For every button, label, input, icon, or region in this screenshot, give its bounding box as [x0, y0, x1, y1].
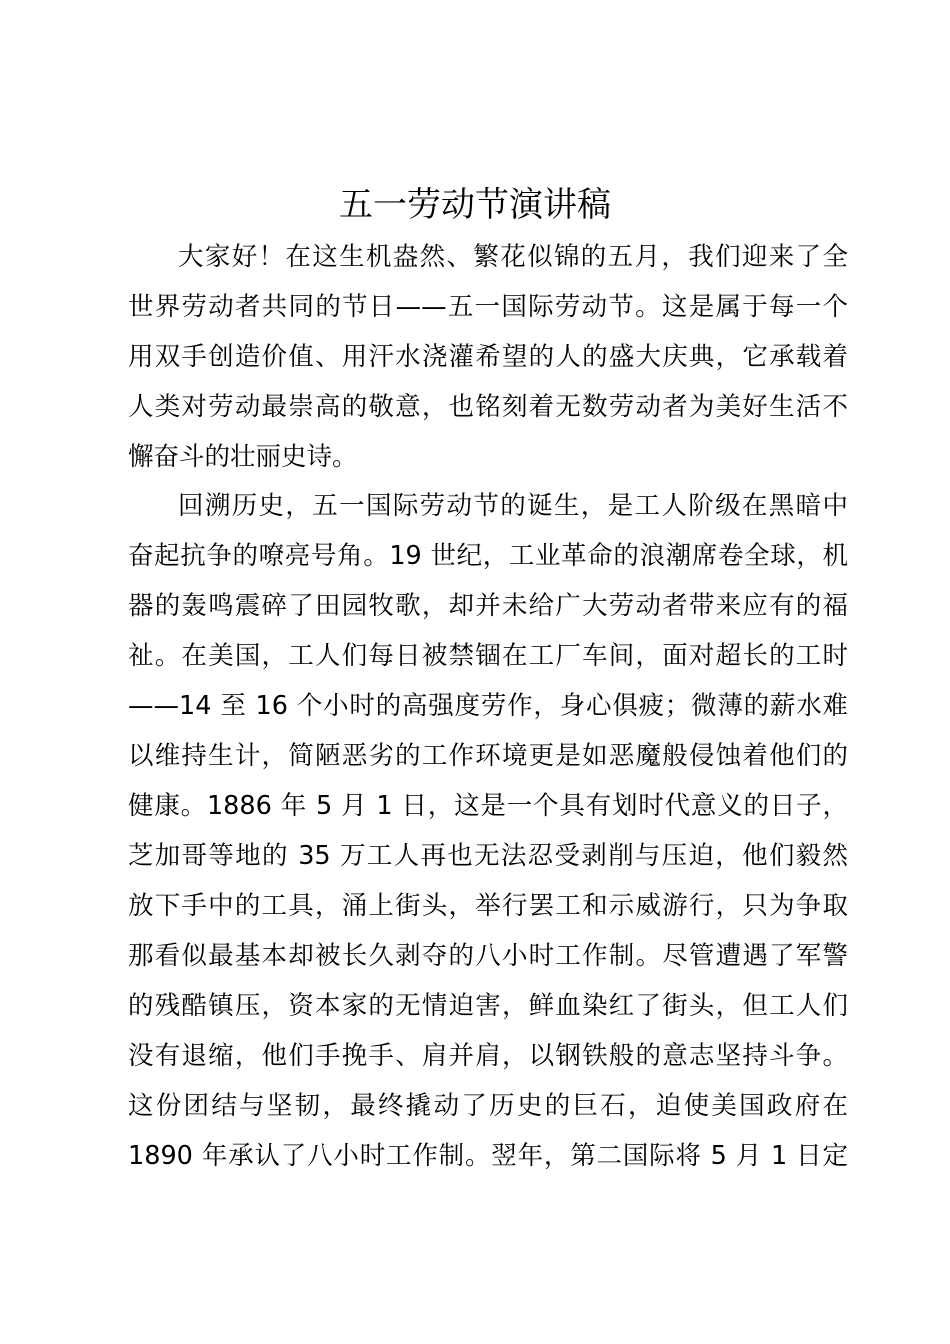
text-line: 放下手中的工具，涌上街头，举行罢工和示威游行，只为争取 — [128, 891, 848, 921]
text-line: 以维持生计，简陋恶劣的工作环境更是如恶魔般侵蚀着他们的 — [128, 741, 848, 771]
text-line: 器的轰鸣震碎了田园牧歌，却并未给广大劳动者带来应有的福 — [128, 591, 848, 621]
text-line: 1890 年承认了八小时工作制。翌年，第二国际将 5 月 1 日定 — [128, 1141, 848, 1171]
text-line: 世界劳动者共同的节日——五一国际劳动节。这是属于每一个 — [128, 292, 848, 322]
text-line: 没有退缩，他们手挽手、肩并肩，以钢铁般的意志坚持斗争。 — [128, 1041, 848, 1071]
text-line: 的残酷镇压，资本家的无情迫害，鲜血染红了街头，但工人们 — [128, 991, 848, 1021]
text-line: 这份团结与坚韧，最终撬动了历史的巨石，迫使美国政府在 — [128, 1091, 848, 1121]
paragraph-1 — [128, 232, 848, 482]
text-line: 用双手创造价值、用汗水浇灌希望的人的盛大庆典，它承载着 — [128, 342, 848, 372]
text-line: ——14 至 16 个小时的高强度劳作，身心俱疲；微薄的薪水难 — [128, 691, 848, 721]
text-line: 懈奋斗的壮丽史诗。 — [128, 442, 358, 472]
text-line: 回溯历史，五一国际劳动节的诞生，是工人阶级在黑暗中 — [178, 491, 848, 521]
text-line: 奋起抗争的嘹亮号角。19 世纪，工业革命的浪潮席卷全球，机 — [128, 541, 848, 571]
document-title: 五一劳动节演讲稿 — [339, 185, 611, 225]
paragraph-2 — [128, 481, 848, 1181]
text-line: 健康。1886 年 5 月 1 日，这是一个具有划时代意义的日子， — [128, 791, 848, 821]
text-line: 大家好！在这生机盎然、繁花似锦的五月，我们迎来了全 — [178, 242, 848, 272]
text-line: 芝加哥等地的 35 万工人再也无法忍受剥削与压迫，他们毅然 — [128, 841, 848, 871]
text-line: 人类对劳动最崇高的敬意，也铭刻着无数劳动者为美好生活不 — [128, 392, 848, 422]
text-line: 那看似最基本却被长久剥夺的八小时工作制。尽管遭遇了军警 — [128, 941, 848, 971]
text-line: 祉。在美国，工人们每日被禁锢在工厂车间，面对超长的工时 — [128, 641, 848, 671]
